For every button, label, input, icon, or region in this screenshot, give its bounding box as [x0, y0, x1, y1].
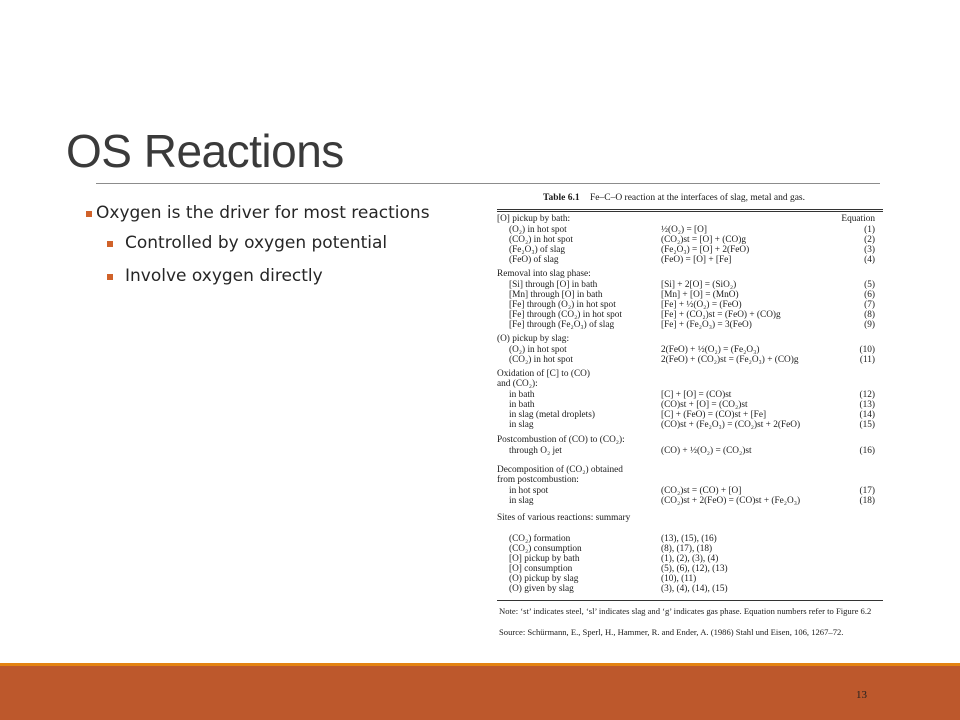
- table-row: [497, 255, 883, 267]
- table-note: Note: ‘st’ indicates steel, ‘sl’ indicates slag and ‘g’ indicates gas phase. Equation numbers refer to Figure 6.2: [499, 606, 872, 616]
- title-divider: [96, 183, 880, 184]
- table-row-label: [O] consumption: [509, 564, 573, 574]
- bullet-item: [86, 203, 486, 223]
- table-row-label: in slag: [509, 420, 534, 430]
- table-equation-number: (8): [864, 310, 875, 320]
- table-equation: (CO₂)st = [O] + (CO)g: [661, 235, 746, 245]
- table-equation: [C] + [O] = (CO)st: [661, 390, 732, 400]
- footer-bar: [0, 663, 960, 720]
- table-row: [497, 446, 883, 458]
- equation-header: Equation: [841, 214, 875, 224]
- table-row: [497, 420, 883, 432]
- table-equation: (8), (17), (18): [661, 544, 713, 554]
- table-row-label: (CO₂) consumption: [509, 544, 582, 554]
- table-equation-number: (11): [859, 355, 875, 365]
- table-equation-number: (6): [864, 290, 875, 300]
- table-equation-number: (1): [864, 225, 875, 235]
- square-bullet-icon: [107, 274, 113, 280]
- table-row-label: (O) given by slag: [509, 584, 574, 594]
- table-equation-number: (10): [859, 345, 875, 355]
- table-row-label: (FeO) of slag: [509, 255, 559, 265]
- table-row: [497, 496, 883, 508]
- table-equation: ½(O₂) = [O]: [661, 225, 707, 235]
- table-equation: (Fe₂O₃) = [O] + 2(FeO): [661, 245, 750, 255]
- table-equation: (CO)st + (Fe₂O₃) = (CO₂)st + 2(FeO): [661, 420, 801, 430]
- table-section-heading: [O] pickup by bath:: [497, 214, 571, 224]
- table-row-label: (O₂) in hot spot: [509, 345, 567, 355]
- table-section-heading: Postcombustion of (CO) to (CO₂):: [497, 435, 625, 445]
- table-section-heading: and (CO₂):: [497, 379, 538, 389]
- table-equation-number: (12): [859, 390, 875, 400]
- table-row-label: (O) pickup by slag: [509, 574, 579, 584]
- table-equation: (1), (2), (3), (4): [661, 554, 719, 564]
- sub-bullet-item: [107, 233, 486, 253]
- table-row: [497, 355, 883, 367]
- table-equation: [Fe] + (CO₂)st = (FeO) + (CO)g: [661, 310, 781, 320]
- sub-bullet-item: [107, 266, 486, 286]
- table-equation-number: (4): [864, 255, 875, 265]
- table-section-heading: from postcombustion:: [497, 475, 579, 485]
- table-equation-number: (17): [859, 486, 875, 496]
- table-row-label: (O₂) in hot spot: [509, 225, 567, 235]
- table-equation-number: (5): [864, 280, 875, 290]
- table-equation-number: (13): [859, 400, 875, 410]
- table-row-label: through O₂ jet: [509, 446, 562, 456]
- table-equation: (5), (6), (12), (13): [661, 564, 728, 574]
- table-section-heading: Removal into slag phase:: [497, 269, 591, 279]
- table-row-label: in bath: [509, 390, 535, 400]
- table-equation-number: (15): [859, 420, 875, 430]
- table-row: [497, 513, 883, 525]
- table-section-heading: (O) pickup by slag:: [497, 334, 570, 344]
- table-row-label: in bath: [509, 400, 535, 410]
- table-row: [497, 584, 883, 596]
- table-label: Table 6.1: [543, 193, 580, 203]
- table-row-label: in slag: [509, 496, 534, 506]
- table-equation-number: (14): [859, 410, 875, 420]
- table-section-heading: Oxidation of [C] to (CO): [497, 369, 590, 379]
- table-equation-number: (2): [864, 235, 875, 245]
- table-row-label: [Fe] through (O₂) in hot spot: [509, 300, 616, 310]
- table-row-label: (CO₂) in hot spot: [509, 355, 573, 365]
- table-equation: 2(FeO) + ½(O₂) = (Fe₂O₃): [661, 345, 760, 355]
- square-bullet-icon: [107, 241, 113, 247]
- table-equation-number: (18): [859, 496, 875, 506]
- reaction-table-figure: [497, 190, 887, 650]
- table-equation: [Si] + 2[O] = (SiO₂): [661, 280, 737, 290]
- table-equation-number: (16): [859, 446, 875, 456]
- table-row-label: (CO₂) in hot spot: [509, 235, 573, 245]
- table-equation: 2(FeO) + (CO₂)st = (Fe₂O₃) + (CO)g: [661, 355, 799, 365]
- table-equation: (CO₂)st + 2(FeO) = (CO)st + (Fe₂O₃): [661, 496, 801, 506]
- table-equation: (10), (11): [661, 574, 697, 584]
- table-row-label: (CO₂) formation: [509, 534, 571, 544]
- table-equation: (13), (15), (16): [661, 534, 717, 544]
- table-top-rule: [497, 211, 883, 212]
- table-row-label: [Mn] through [O] in bath: [509, 290, 603, 300]
- table-top-rule: [497, 209, 883, 210]
- table-equation: (CO₂)st = (CO) + [O]: [661, 486, 742, 496]
- table-source: Source: Schürmann, E., Sperl, H., Hammer, R. and Ender, A. (1986) Stahl und Eisen, 106, 1267–72.: [499, 627, 844, 637]
- table-row-label: [Fe] through (Fe₂O₃) of slag: [509, 320, 615, 330]
- table-row: [497, 320, 883, 332]
- table-equation: (CO) + ½(O₂) = (CO₂)st: [661, 446, 752, 456]
- table-equation-number: (3): [864, 245, 875, 255]
- table-equation: (CO)st + [O] = (CO₂)st: [661, 400, 748, 410]
- table-equation: (3), (4), (14), (15): [661, 584, 728, 594]
- table-equation-number: (9): [864, 320, 875, 330]
- bullet-text: Controlled by oxygen potential: [125, 233, 388, 253]
- table-bottom-rule: [497, 600, 883, 601]
- table-row-label: (Fe₂O₃) of slag: [509, 245, 566, 255]
- table-equation: [Fe] + (Fe₂O₃) = 3(FeO): [661, 320, 752, 330]
- table-caption: [543, 193, 805, 203]
- table-equation: [Fe] + ½(O₂) = (FeO): [661, 300, 742, 310]
- table-section-heading: Decomposition of (CO₂) obtained: [497, 465, 623, 475]
- table-equation: (FeO) = [O] + [Fe]: [661, 255, 732, 265]
- table-row-label: [Si] through [O] in bath: [509, 280, 598, 290]
- table-row-label: [Fe] through (CO₂) in hot spot: [509, 310, 622, 320]
- table-row-label: [O] pickup by bath: [509, 554, 580, 564]
- bullet-text: Oxygen is the driver for most reactions: [96, 203, 430, 223]
- square-bullet-icon: [86, 211, 92, 217]
- table-equation: [C] + (FeO) = (CO)st + [Fe]: [661, 410, 767, 420]
- table-row-label: in hot spot: [509, 486, 549, 496]
- bullet-list: [86, 203, 486, 299]
- table-row-label: in slag (metal droplets): [509, 410, 595, 420]
- table-section-heading: Sites of various reactions: summary: [497, 513, 631, 523]
- table-equation-number: (7): [864, 300, 875, 310]
- table-equation: [Mn] + [O] = (MnO): [661, 290, 739, 300]
- page-number: 13: [856, 689, 867, 701]
- bullet-text: Involve oxygen directly: [125, 266, 323, 286]
- table-caption-text: Fe–C–O reaction at the interfaces of slag, metal and gas.: [589, 193, 805, 203]
- slide-title: OS Reactions: [66, 125, 344, 177]
